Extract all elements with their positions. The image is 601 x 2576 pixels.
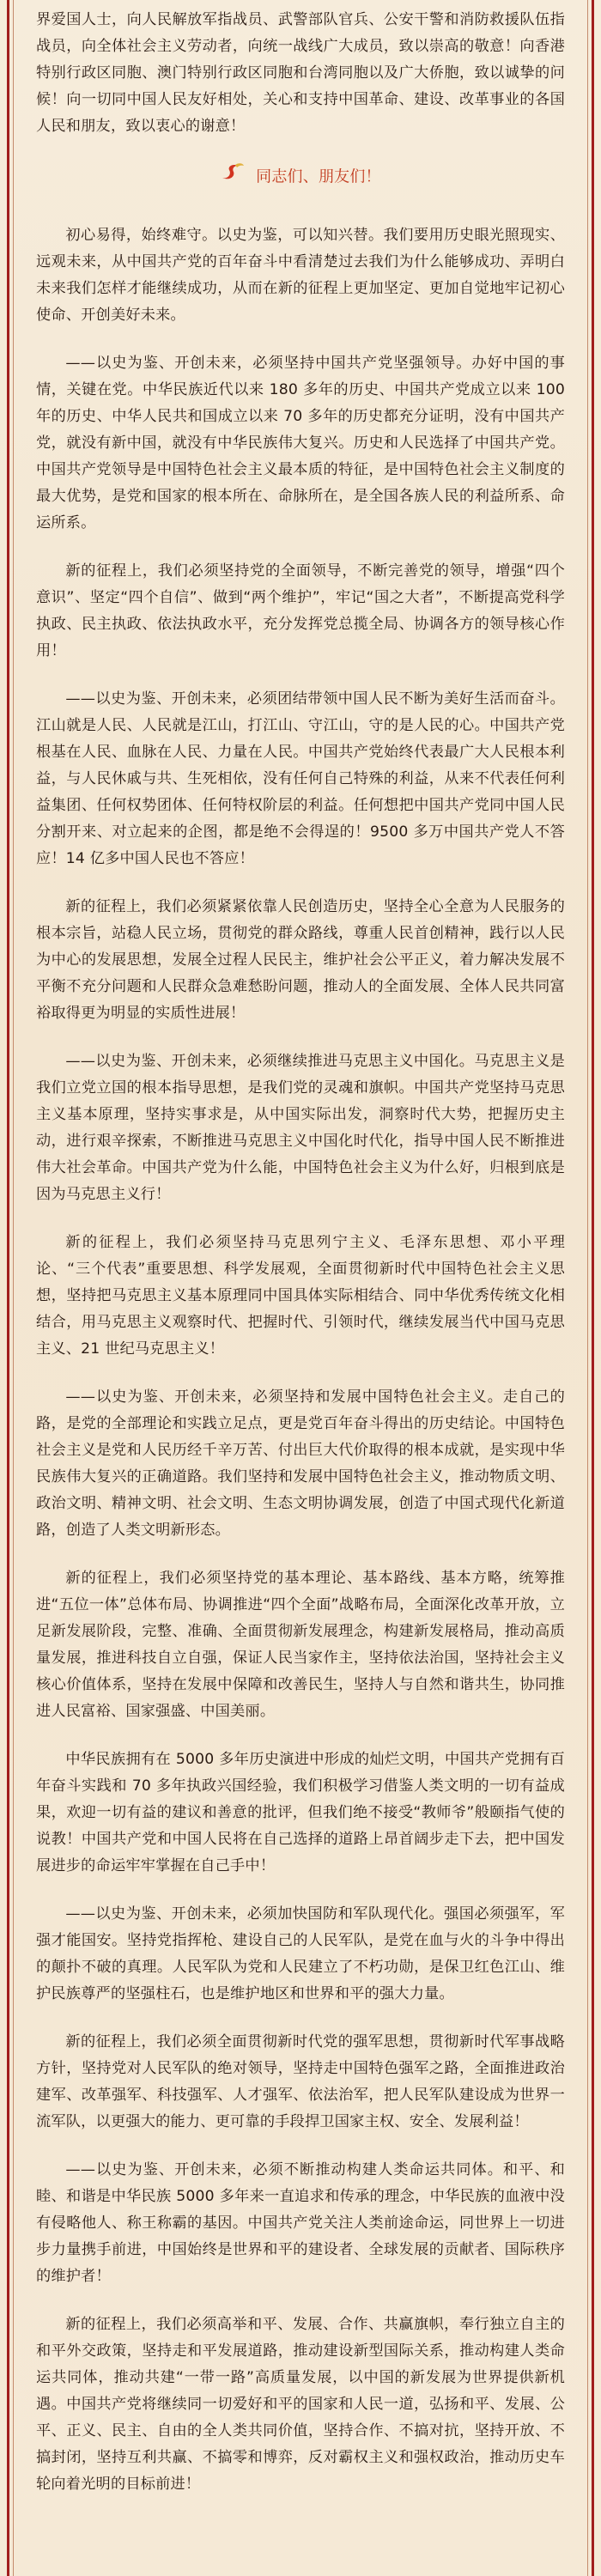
paragraph: 新的征程上，我们必须全面贯彻新时代党的强军思想，贯彻新时代军事战略方针，坚持党对人民军队的绝对领导，坚持走中国特色强军之路，全面推进政治建军、改革强军、科技强军、人才强军、依法治军，把人民军队建设成为世界一流军队，以更强大的能力、更可靠的手段捍卫国家主权、安全、发展利益！ (36, 2033, 565, 2130)
paragraph: ——以史为鉴、开创未来，必须坚持中国共产党坚强领导。办好中国的事情，关键在党。中华民族近代以来 180 多年的历史、中国共产党成立以来 100 年的历史、中华人民共和国成立以来 70 多年的历史都充分证明，没有中国共产党，就没有新中国，就没有中华民族伟大复兴。历史和人民选择了中国共产党。中国共产党领导是中国特色社会主义最本质的特征，是中国特色社会主义制度的最大优势，是党和国家的根本所在、命脉所在，是全国各族人民的利益所系、命运所系。 (36, 355, 565, 532)
paragraph: 初心易得，始终难守。以史为鉴，可以知兴替。我们要用历史眼光照现实、远观未来，从中国共产党的百年奋斗中看清楚过去我们为什么能够成功、弄明白未来我们怎样才能继续成功，从而在新的征程上更加坚定、更加自觉地牢记初心使命、开创美好未来。 (36, 227, 565, 324)
paragraph: ——以史为鉴、开创未来，必须不断推动构建人类命运共同体。和平、和睦、和谐是中华民族 5000 多年来一直追求和传承的理念，中华民族的血液中没有侵略他人、称王称霸的基因。中国共产党关注人类前途命运，同世界上一切进步力量携手前进，中国始终是世界和平的建设者、全球发展的贡献者、国际秩序的维护者！ (36, 2161, 565, 2285)
paragraph: ——以史为鉴、开创未来，必须继续推进马克思主义中国化。马克思主义是我们立党立国的根本指导思想，是我们党的灵魂和旗帜。中国共产党坚持马克思主义基本原理，坚持实事求是，从中国实际出发，洞察时代大势，把握历史主动，进行艰辛探索，不断推进马克思主义中国化时代化，指导中国人民不断推进伟大社会革命。中国共产党为什么能，中国特色社会主义为什么好，归根到底是因为马克思主义行！ (36, 1053, 565, 1203)
paragraph: 新的征程上，我们必须紧紧依靠人民创造历史，坚持全心全意为人民服务的根本宗旨，站稳人民立场，贯彻党的群众路线，尊重人民首创精神，践行以人民为中心的发展思想，发展全过程人民民主，维护社会公平正义，着力解决发展不平衡不充分问题和人民群众急难愁盼问题，推动人的全面发展、全体人民共同富裕取得更为明显的实质性进展！ (36, 898, 565, 1022)
red-ribbon-swirl-icon (220, 161, 246, 193)
intro-paragraph: 界爱国人士，向人民解放军指战员、武警部队官兵、公安干警和消防救援队伍指战员，向全体社会主义劳动者，向统一战线广大成员，致以崇高的敬意！向香港特别行政区同胞、澳门特别行政区同胞和台湾同胞以及广大侨胞，致以诚挚的问候！向一切同中国人民友好相处，关心和支持中国革命、建设、改革事业的各国人民和朋友，致以衷心的谢意！ (36, 11, 565, 135)
paragraph: ——以史为鉴、开创未来，必须坚持和发展中国特色社会主义。走自己的路，是党的全部理论和实践立足点，更是党百年奋斗得出的历史结论。中国特色社会主义是党和人民历经千辛万苦、付出巨大代价取得的根本成就，是实现中华民族伟大复兴的正确道路。我们坚持和发展中国特色社会主义，推动物质文明、政治文明、精神文明、社会文明、生态文明协调发展，创造了中国式现代化新道路，创造了人类文明新形态。 (36, 1388, 565, 1539)
paragraph: ——以史为鉴、开创未来，必须团结带领中国人民不断为美好生活而奋斗。江山就是人民、人民就是江山，打江山、守江山，守的是人民的心。中国共产党根基在人民、血脉在人民、力量在人民。中国共产党始终代表最广大人民根本利益，与人民休戚与共、生死相依，没有任何自己特殊的利益，从来不代表任何利益集团、任何权势团体、任何特权阶层的利益。任何想把中国共产党同中国人民分割开来、对立起来的企图，都是绝不会得逞的！9500 多万中国共产党人不答应！14 亿多中国人民也不答应！ (36, 690, 565, 867)
greeting-text: 同志们、朋友们！ (256, 167, 381, 186)
paragraph: 新的征程上，我们必须坚持马克思列宁主义、毛泽东思想、邓小平理论、“三个代表”重要思想、科学发展观，全面贯彻新时代中国特色社会主义思想，坚持把马克思主义基本原理同中国具体实际相结合、同中华优秀传统文化相结合，用马克思主义观察时代、把握时代、引领时代，继续发展当代中国马克思主义、21 世纪马克思主义！ (36, 1234, 565, 1358)
greeting-line (36, 161, 565, 193)
paragraph: ——以史为鉴、开创未来，必须加快国防和军队现代化。强国必须强军，军强才能国安。坚持党指挥枪、建设自己的人民军队，是党在血与火的斗争中得出的颠扑不破的真理。人民军队为党和人民建立了不朽功勋，是保卫红色江山、维护民族尊严的坚强柱石，也是维护地区和世界和平的强大力量。 (36, 1905, 565, 2002)
paragraph: 新的征程上，我们必须高举和平、发展、合作、共赢旗帜，奉行独立自主的和平外交政策，坚持走和平发展道路，推动建设新型国际关系，推动构建人类命运共同体，推动共建“一带一路”高质量发展，以中国的新发展为世界提供新机遇。中国共产党将继续同一切爱好和平的国家和人民一道，弘扬和平、发展、公平、正义、民主、自由的全人类共同价值，坚持合作、不搞对抗，坚持开放、不搞封闭，坚持互利共赢、不搞零和博弈，反对霸权主义和强权政治，推动历史车轮向着光明的目标前进！ (36, 2316, 565, 2493)
paragraph: 新的征程上，我们必须坚持党的基本理论、基本路线、基本方略，统筹推进“五位一体”总体布局、协调推进“四个全面”战略布局，全面深化改革开放，立足新发展阶段，完整、准确、全面贯彻新发展理念，构建新发展格局，推动高质量发展，推进科技自立自强，保证人民当家作主，坚持依法治国，坚持社会主义核心价值体系，坚持在发展中保障和改善民生，坚持人与自然和谐共生，协同推进人民富裕、国家强盛、中国美丽。 (36, 1570, 565, 1720)
paragraph: 新的征程上，我们必须坚持党的全面领导，不断完善党的领导，增强“四个意识”、坚定“四个自信”、做到“两个维护”，牢记“国之大者”，不断提高党科学执政、民主执政、依法执政水平，充分发挥党总揽全局、协调各方的领导核心作用！ (36, 562, 565, 659)
paragraph: 中华民族拥有在 5000 多年历史演进中形成的灿烂文明，中国共产党拥有百年奋斗实践和 70 多年执政兴国经验，我们积极学习借鉴人类文明的一切有益成果，欢迎一切有益的建议和善意的批评，但我们绝不接受“教师爷”般颐指气使的说教！中国共产党和中国人民将在自己选择的道路上昂首阔步走下去，把中国发展进步的命运牢牢掌握在自己手中！ (36, 1751, 565, 1874)
article-body (36, 7, 565, 2519)
